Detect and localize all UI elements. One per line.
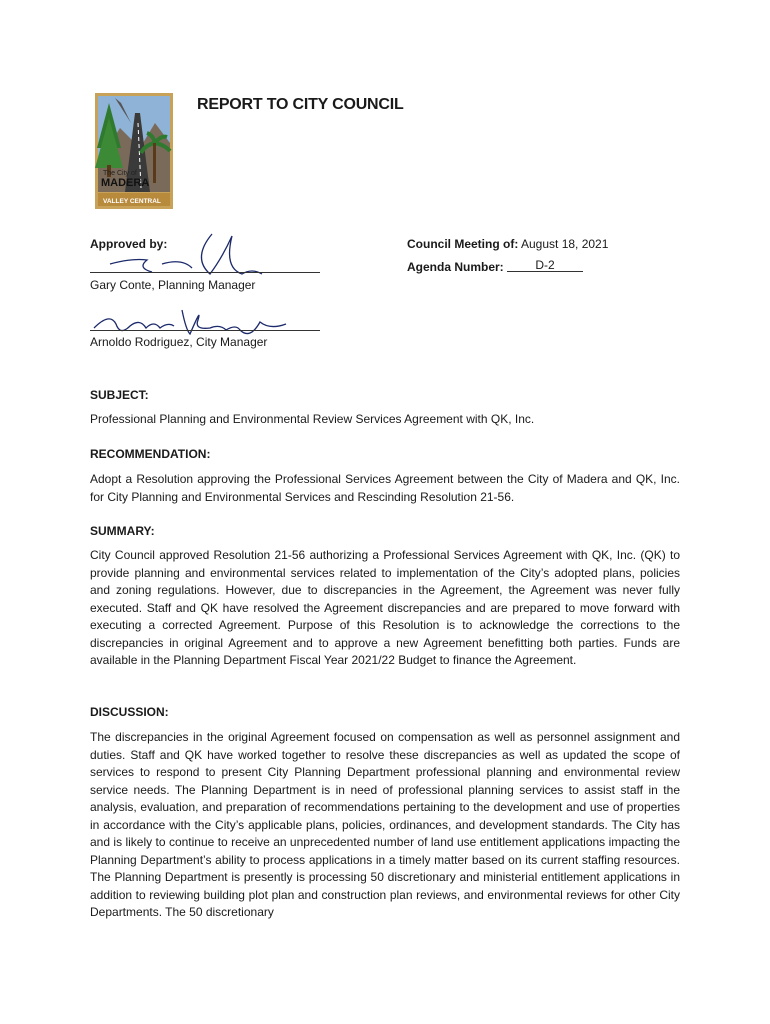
signer2-name: Arnoldo Rodriguez, City Manager <box>90 335 268 349</box>
discussion-heading: DISCUSSION: <box>90 705 169 719</box>
recommendation-heading: RECOMMENDATION: <box>90 447 211 461</box>
subject-heading: SUBJECT: <box>90 388 149 402</box>
council-meeting <box>407 237 608 251</box>
logo-text-1: The City of <box>103 170 137 177</box>
summary-text: City Council approved Resolution 21-56 authorizing a Professional Services Agreement with QK, Inc. (QK) to provide planning and environmental services related to implementation of the City’s adopted plans, policies and zoning regulations. However, due to discrepancies in the Agreement, the Agreement was never fully executed. Staff and QK have resolved the Agreement discrepancies and are prepared to move forward with executing a corrected Agreement. Purpose of this Resolution is to acknowledge the corrections to the discrepancies in original Agreement and to approve a new Agreement benefitting both parties. Funds are available in the Planning Department Fiscal Year 2021/22 Budget to finance the Agreement. <box>90 548 680 667</box>
signer1-name: Gary Conte, Planning Manager <box>90 278 256 292</box>
approved-by-label: Approved by: <box>90 237 168 251</box>
summary-heading: SUMMARY: <box>90 524 155 538</box>
report-title: REPORT TO CITY COUNCIL <box>197 96 404 113</box>
discussion-text: The discrepancies in the original Agreement focused on compensation as well as personnel assignment and duties. Staff and QK have worked together to resolve these discrepancies as well as updated the scope of services to respond to present City Planning Department professional planning and environmental review service needs. The Planning Department is in need of professional planning services to assist staff in the analysis, evaluation, and preparation of recommendations pertaining to the development and use of properties in accordance with the City’s applicable plans, policies, ordinances, and development standards. The City has and is likely to continue to receive an unprecedented number of land use entitlement applications impacting the Planning Department’s ability to process applications in a timely matter based on its current staffing resources. The Planning Department is presently is processing 50 discretionary and ministerial entitlement applications in addition to reviewing building plot plan and construction plan reviews, and environmental reviews for other City Departments. The 50 discretionary <box>90 730 680 919</box>
council-meeting-date: August 18, 2021 <box>521 237 609 251</box>
agenda-number <box>407 260 583 274</box>
recommendation-text: Adopt a Resolution approving the Professional Services Agreement between the City of Madera and QK, Inc. for City Planning and Environmental Services and Rescinding Resolution 21-56. <box>90 472 680 504</box>
subject-text: Professional Planning and Environmental Review Services Agreement with QK, Inc. <box>90 412 535 426</box>
signature-line-1 <box>90 272 320 273</box>
logo-text-3: VALLEY CENTRAL <box>103 198 161 205</box>
signature-line-2 <box>90 330 320 331</box>
agenda-number-label: Agenda Number: <box>407 260 504 274</box>
logo-text-2: MADERA <box>101 177 150 189</box>
city-of-madera-logo <box>95 93 173 209</box>
council-meeting-label: Council Meeting of: <box>407 237 519 251</box>
agenda-number-value: D-2 <box>507 259 583 272</box>
